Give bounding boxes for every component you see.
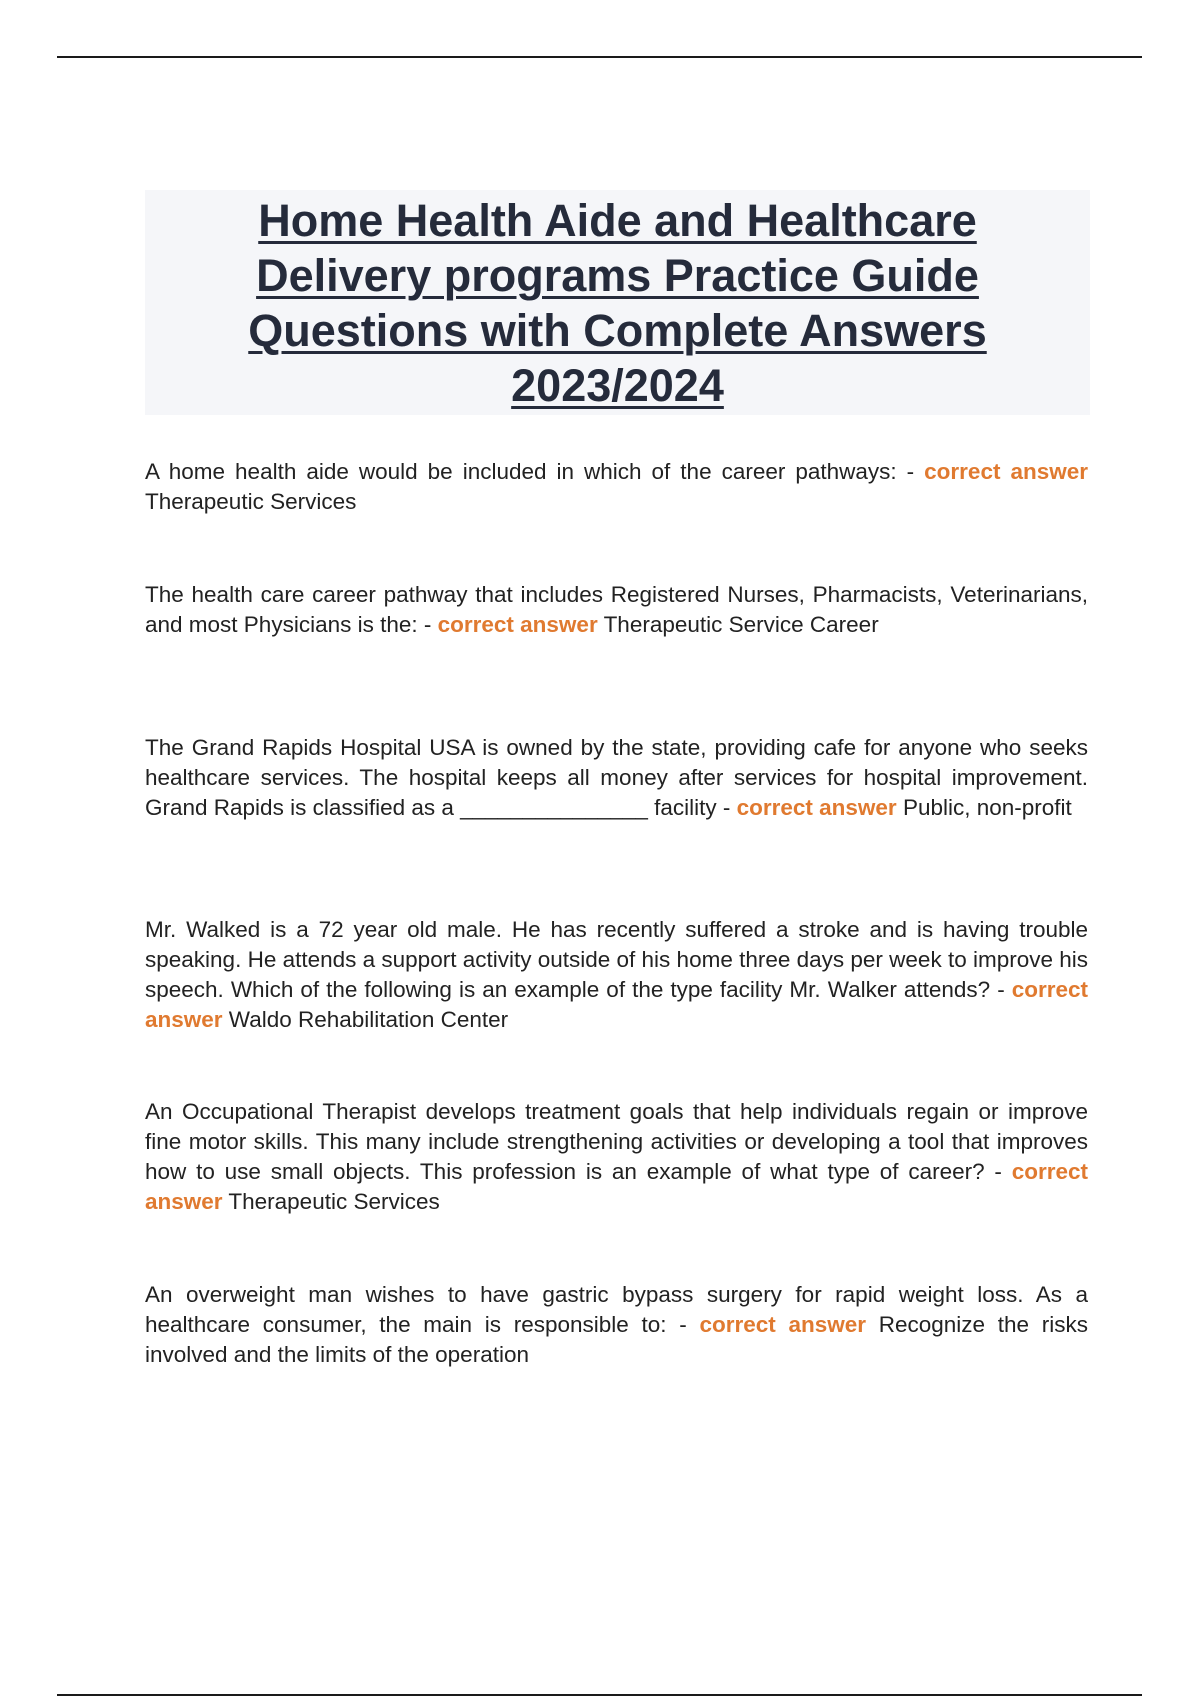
answer-text: Recognize the risks involved and the limits of the operation [145,1312,1088,1367]
correct-answer-label: correct answer [699,1312,867,1337]
answer-text: Therapeutic Service Career [597,612,879,637]
question-text: The health care career pathway that includes Registered Nurses, Pharmacists, Veterinarians, and most Physicians is the: - [145,582,1088,637]
qa-item-2 [145,580,1088,640]
qa-item-5 [145,1097,1088,1217]
title-block [145,190,1090,415]
correct-answer-label: correct answer [437,612,598,637]
answer-text: Waldo Rehabilitation Center [222,1007,509,1032]
question-text: A home health aide would be included in which of the career pathways: - [145,459,925,484]
header-rule [57,56,1142,58]
answer-text: Therapeutic Services [145,489,357,514]
document-title: Home Health Aide and Healthcare Delivery programs Practice Guide Questions with Complete Answers 2023/2024 [248,194,987,411]
correct-answer-label: correct answer [145,977,1088,1032]
qa-item-1 [145,457,1088,517]
question-text: An overweight man wishes to have gastric bypass surgery for rapid weight loss. As a healthcare consumer, the main is responsible to: - [145,1282,1088,1337]
answer-text: Public, non-profit [896,795,1072,820]
footer-rule [57,1694,1142,1696]
question-text: The Grand Rapids Hospital USA is owned by the state, providing cafe for anyone who seeks healthcare services. The hospital keeps all money after services for hospital improvement. Grand Rapids is classified as a _______________ facility - [145,735,1088,820]
answer-text: Therapeutic Services [222,1189,440,1214]
correct-answer-label: correct answer [736,795,897,820]
qa-item-3 [145,733,1088,823]
question-text: An Occupational Therapist develops treatment goals that help individuals regain or improve fine motor skills. This many include strengthening activities or developing a tool that improves how to use small objects. This profession is an example of what type of career? - [145,1099,1088,1184]
correct-answer-label: correct answer [924,459,1088,484]
question-text: Mr. Walked is a 72 year old male. He has recently suffered a stroke and is having trouble speaking. He attends a support activity outside of his home three days per week to improve his speech. Which of the following is an example of the type facility Mr. Walker attends? - [145,917,1089,1002]
qa-item-4 [145,915,1088,1035]
qa-item-6 [145,1280,1088,1370]
correct-answer-label: correct answer [145,1159,1088,1214]
